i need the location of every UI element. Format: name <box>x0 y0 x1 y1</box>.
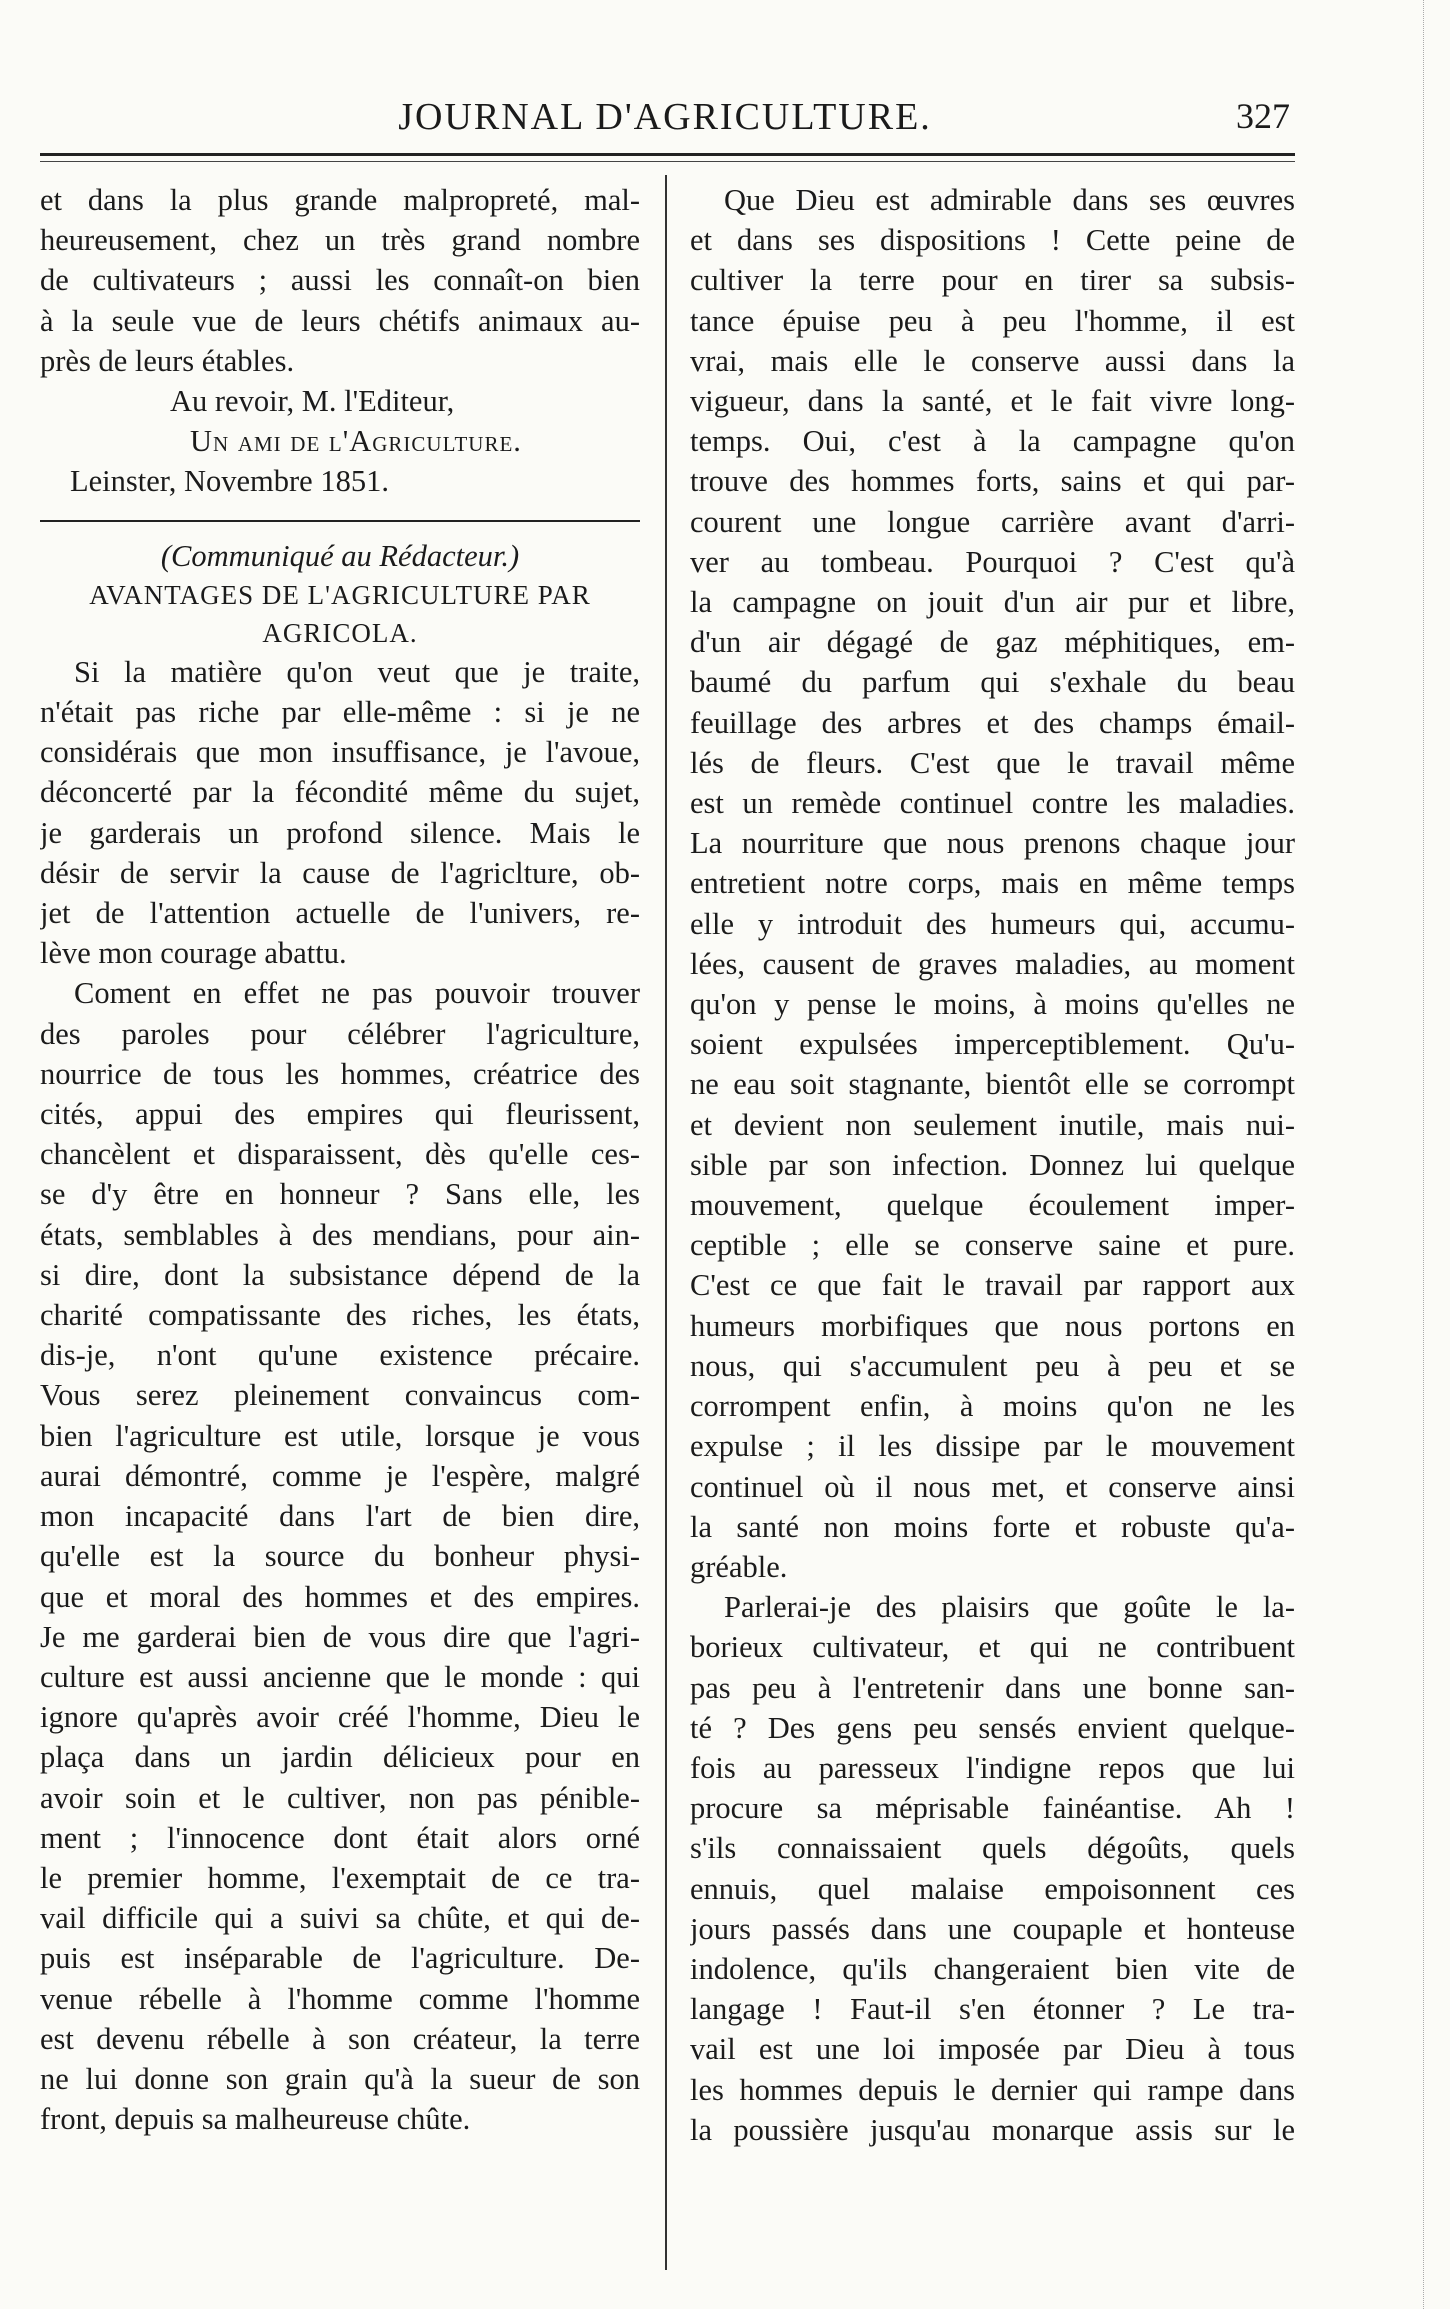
text-line: jet de l'attention actuelle de l'univers, re- <box>40 896 640 931</box>
text-line: té ? Des gens peu sensés envient quelque- <box>690 1710 1295 1745</box>
text-line: vrai, mais elle le conserve aussi dans la <box>690 343 1295 378</box>
text-line: soient expulsées imperceptiblement. Qu'u- <box>690 1027 1295 1062</box>
text-line: la santé non moins forte et robuste qu'a- <box>690 1509 1295 1544</box>
text-line: borieux cultivateur, et qui ne contribuent <box>690 1630 1295 1665</box>
text-line: charité compatissante des riches, les états, <box>40 1298 640 1333</box>
text-line: n'était pas riche par elle-même : si je ne <box>40 695 640 730</box>
text-line: désir de servir la cause de l'agriclture, ob- <box>40 855 640 890</box>
text-line: temps. Oui, c'est à la campagne qu'on <box>690 424 1295 459</box>
text-line: AGRICOLA. <box>262 617 418 648</box>
text-line: culture est aussi ancienne que le monde : qui <box>40 1659 640 1694</box>
text-line: puis est inséparable de l'agriculture. De- <box>40 1941 640 1976</box>
text-line: elle y introduit des humeurs qui, accumu- <box>690 906 1295 941</box>
text-line: feuillage des arbres et des champs émail- <box>690 705 1295 740</box>
text-line: cultiver la terre pour en tirer sa subsis- <box>690 263 1295 298</box>
text-line: sible par son infection. Donnez lui quelque <box>690 1147 1295 1182</box>
text-line: indolence, qu'ils changeraient bien vite de <box>690 1951 1295 1986</box>
text-line: ne eau soit stagnante, bientôt elle se corrompt <box>690 1067 1295 1102</box>
text-line: d'un air dégagé de gaz méphitiques, em- <box>690 625 1295 660</box>
text-line: près de leurs étables. <box>40 343 295 378</box>
text-line: (Communiqué au Rédacteur.) <box>160 538 520 573</box>
text-line: Parlerai-je des plaisirs que goûte le la- <box>724 1590 1295 1625</box>
text-line: Je me garderai bien de vous dire que l'agri- <box>40 1619 640 1654</box>
column-divider <box>665 175 667 2270</box>
text-line: dis-je, n'ont qu'une existence précaire. <box>40 1338 640 1373</box>
text-line: de cultivateurs ; aussi les connaît-on bien <box>40 263 640 298</box>
page-edge <box>1423 0 1444 2309</box>
text-line: Si la matière qu'on veut que je traite, <box>74 654 640 689</box>
text-line: humeurs morbifiques que nous portons en <box>690 1308 1295 1343</box>
text-line: avoir soin et le cultiver, non pas pénible- <box>40 1780 640 1815</box>
text-line: AVANTAGES DE L'AGRICULTURE PAR <box>89 579 591 610</box>
text-line: des paroles pour célébrer l'agriculture, <box>40 1016 640 1051</box>
text-line: continuel où il nous met, et conserve ainsi <box>690 1469 1295 1504</box>
text-line: front, depuis sa malheureuse chûte. <box>40 2102 471 2137</box>
text-line: mon incapacité dans l'art de bien dire, <box>40 1499 640 1534</box>
running-title: JOURNAL D'AGRICULTURE. <box>398 96 932 138</box>
text-line: états, semblables à des mendians, pour ain- <box>40 1217 640 1252</box>
section-rule <box>40 520 640 522</box>
header-rule-thin <box>40 161 1295 162</box>
left-column <box>40 180 640 2280</box>
text-line: et dans ses dispositions ! Cette peine de <box>690 223 1295 258</box>
text-line: déconcerté par la fécondité même du sujet, <box>40 775 640 810</box>
text-line: plaça dans un jardin délicieux pour en <box>40 1740 640 1775</box>
text-line: est un remède continuel contre les maladies. <box>690 786 1295 821</box>
text-line: entretient notre corps, mais en même temps <box>690 866 1295 901</box>
text-line: ignore qu'après avoir créé l'homme, Dieu le <box>40 1700 640 1735</box>
text-line: fois au paresseux l'indigne repos que lui <box>690 1750 1295 1785</box>
text-line: baumé du parfum qui s'exhale du beau <box>690 665 1295 700</box>
text-line: se d'y être en honneur ? Sans elle, les <box>40 1177 640 1212</box>
text-line: Que Dieu est admirable dans ses œuvres <box>724 183 1295 217</box>
text-line: courent une longue carrière avant d'arri- <box>690 504 1295 539</box>
text-line: bien l'agriculture est utile, lorsque je vous <box>40 1418 640 1453</box>
text-line: ver au tombeau. Pourquoi ? C'est qu'à <box>690 544 1295 579</box>
page-number: 327 <box>1236 96 1290 136</box>
text-line: Leinster, Novembre 1851. <box>70 464 389 499</box>
header-rule <box>40 153 1295 156</box>
text-line: je garderais un profond silence. Mais le <box>40 815 640 850</box>
text-line: ennuis, quel malaise empoisonnent ces <box>690 1871 1295 1906</box>
text-line: procure sa méprisable fainéantise. Ah ! <box>690 1791 1295 1826</box>
text-line: le premier homme, l'exemptait de ce tra- <box>40 1860 640 1895</box>
text-line: la campagne on jouit d'un air pur et libre, <box>690 585 1295 620</box>
text-line: Coment en effet ne pas pouvoir trouver <box>74 976 640 1011</box>
text-line: est devenu rébelle à son créateur, la terre <box>40 2021 640 2056</box>
text-line: à la seule vue de leurs chétifs animaux au- <box>40 303 640 338</box>
text-line: que et moral des hommes et des empires. <box>40 1579 640 1614</box>
text-line: ne lui donne son grain qu'à la sueur de son <box>40 2061 640 2096</box>
text-line: et devient non seulement inutile, mais nui- <box>690 1107 1295 1142</box>
page-header <box>40 95 1290 147</box>
text-line: aurai démontré, comme je l'espère, malgré <box>40 1458 640 1493</box>
text-line: tance épuise peu à peu l'homme, il est <box>690 303 1295 338</box>
text-line: venue rébelle à l'homme comme l'homme <box>40 1981 640 2016</box>
text-line: vail difficile qui a suivi sa chûte, et qui de- <box>40 1901 640 1936</box>
text-line: vigueur, dans la santé, et le fait vivre long- <box>690 384 1295 419</box>
text-line: qu'on y pense le moins, à moins qu'elles ne <box>690 987 1295 1022</box>
text-line: si dire, dont la subsistance dépend de la <box>40 1257 640 1292</box>
text-line: qu'elle est la source du bonheur physi- <box>40 1539 640 1574</box>
text-line: et dans la plus grande malpropreté, mal- <box>40 183 640 217</box>
right-column <box>690 180 1295 2280</box>
text-line: pas peu à l'entretenir dans une bonne san- <box>690 1670 1295 1705</box>
text-line: lées, causent de graves maladies, au moment <box>690 946 1295 981</box>
text-line: corrompent enfin, à moins qu'on ne les <box>690 1389 1295 1424</box>
text-line: langage ! Faut-il s'en étonner ? Le tra- <box>690 1992 1295 2027</box>
text-line: gréable. <box>690 1549 788 1584</box>
text-line: C'est ce que fait le travail par rapport aux <box>690 1268 1295 1303</box>
text-line: mouvement, quelque écoulement imper- <box>690 1188 1295 1223</box>
text-line: nourrice de tous les hommes, créatrice des <box>40 1056 640 1091</box>
text-line: lés de fleurs. C'est que le travail même <box>690 745 1295 780</box>
text-line: la poussière jusqu'au monarque assis sur le <box>690 2112 1295 2147</box>
text-line: expulse ; il les dissipe par le mouvement <box>690 1429 1295 1464</box>
text-line: chancèlent et disparaissent, dès qu'elle ces- <box>40 1137 640 1172</box>
text-line: La nourriture que nous prenons chaque jour <box>690 826 1295 861</box>
text-line: Un ami de l'Agriculture. <box>190 424 522 459</box>
text-line: trouve des hommes forts, sains et qui par- <box>690 464 1295 499</box>
text-line: nous, qui s'accumulent peu à peu et se <box>690 1348 1295 1383</box>
text-line: vail est une loi imposée par Dieu à tous <box>690 2032 1295 2067</box>
text-line: jours passés dans une coupaple et honteuse <box>690 1911 1295 1946</box>
text-line: lève mon courage abattu. <box>40 936 347 971</box>
text-line: cités, appui des empires qui fleurissent, <box>40 1097 640 1132</box>
text-line: Au revoir, M. l'Editeur, <box>170 384 455 419</box>
text-line: ment ; l'innocence dont était alors orné <box>40 1820 640 1855</box>
text-line: Vous serez pleinement convaincus com- <box>40 1378 640 1413</box>
text-line: heureusement, chez un très grand nombre <box>40 223 640 258</box>
text-line: considérais que mon insuffisance, je l'avoue, <box>40 735 640 770</box>
text-line: les hommes depuis le dernier qui rampe dans <box>690 2072 1295 2107</box>
text-line: ceptible ; elle se conserve saine et pure. <box>690 1228 1295 1263</box>
text-line: s'ils connaissaient quels dégoûts, quels <box>690 1831 1295 1866</box>
